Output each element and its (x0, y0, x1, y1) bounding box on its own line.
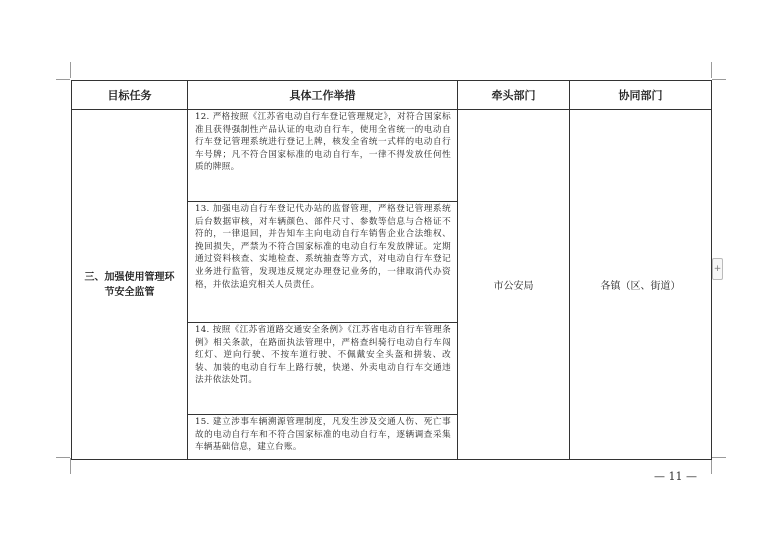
page-number: — 11 — (654, 470, 697, 483)
measures-table (71, 80, 712, 460)
header-coop-dept: 协同部门 (570, 81, 712, 110)
expand-handle-icon[interactable]: + (712, 258, 723, 280)
measure-13: 13. 加强电动自行车登记代办站的监督管理，严格登记管理系统后台数据审核，对车辆颜色、部件尺寸、参数等信息与合格证不符的，一律退回，并告知车主向电动自行车销售企业合法维权、挽回损失，严禁为不符合国家标准的电动自行车发放牌证。定期通过资料核查、实地检查、系统抽查等方式，对电动自行车登记业务进行监管，发现违反规定办理登记业务的，一律取消代办资格，并依法追究相关人员责任。 (188, 202, 458, 323)
coop-dept-cell: 各镇（区、街道） (570, 110, 712, 460)
table-row (72, 110, 712, 202)
measure-14: 14. 按照《江苏省道路交通安全条例》《江苏省电动自行车管理条例》相关条款，在路面执法管理中，严格查纠骑行电动自行车闯红灯、逆向行驶、不按车道行驶、不佩戴安全头盔和拼装、改装、加装的电动自行车上路行驶，快递、外卖电动自行车交通违法并依法处罚。 (188, 323, 458, 415)
measure-12: 12. 严格按照《江苏省电动自行车登记管理规定》，对符合国家标准且获得强制性产品认证的电动自行车，使用全省统一的电动自行车登记管理系统进行登记上牌，核发全省统一式样的电动自行车号牌；凡不符合国家标准的电动自行车，一律不得发放任何性质的牌照。 (188, 110, 458, 202)
crop-mark (70, 458, 71, 474)
measure-15: 15. 建立涉事车辆溯源管理制度，凡发生涉及交通人伤、死亡事故的电动自行车和不符合国家标准的电动自行车，逐辆调查采集车辆基础信息，建立台账。 (188, 415, 458, 460)
crop-mark (711, 62, 712, 78)
crop-mark (712, 79, 726, 80)
crop-mark (56, 457, 70, 458)
header-measures: 具体工作举措 (188, 81, 458, 110)
crop-mark (711, 458, 712, 474)
header-target-task: 目标任务 (72, 81, 188, 110)
header-lead-dept: 牵头部门 (458, 81, 570, 110)
target-task-cell: 三、加强使用管理环节安全监管 (72, 110, 188, 460)
crop-mark (70, 62, 71, 78)
lead-dept-cell: 市公安局 (458, 110, 570, 460)
table-header-row (72, 81, 712, 110)
crop-mark (56, 79, 70, 80)
crop-mark (712, 457, 726, 458)
